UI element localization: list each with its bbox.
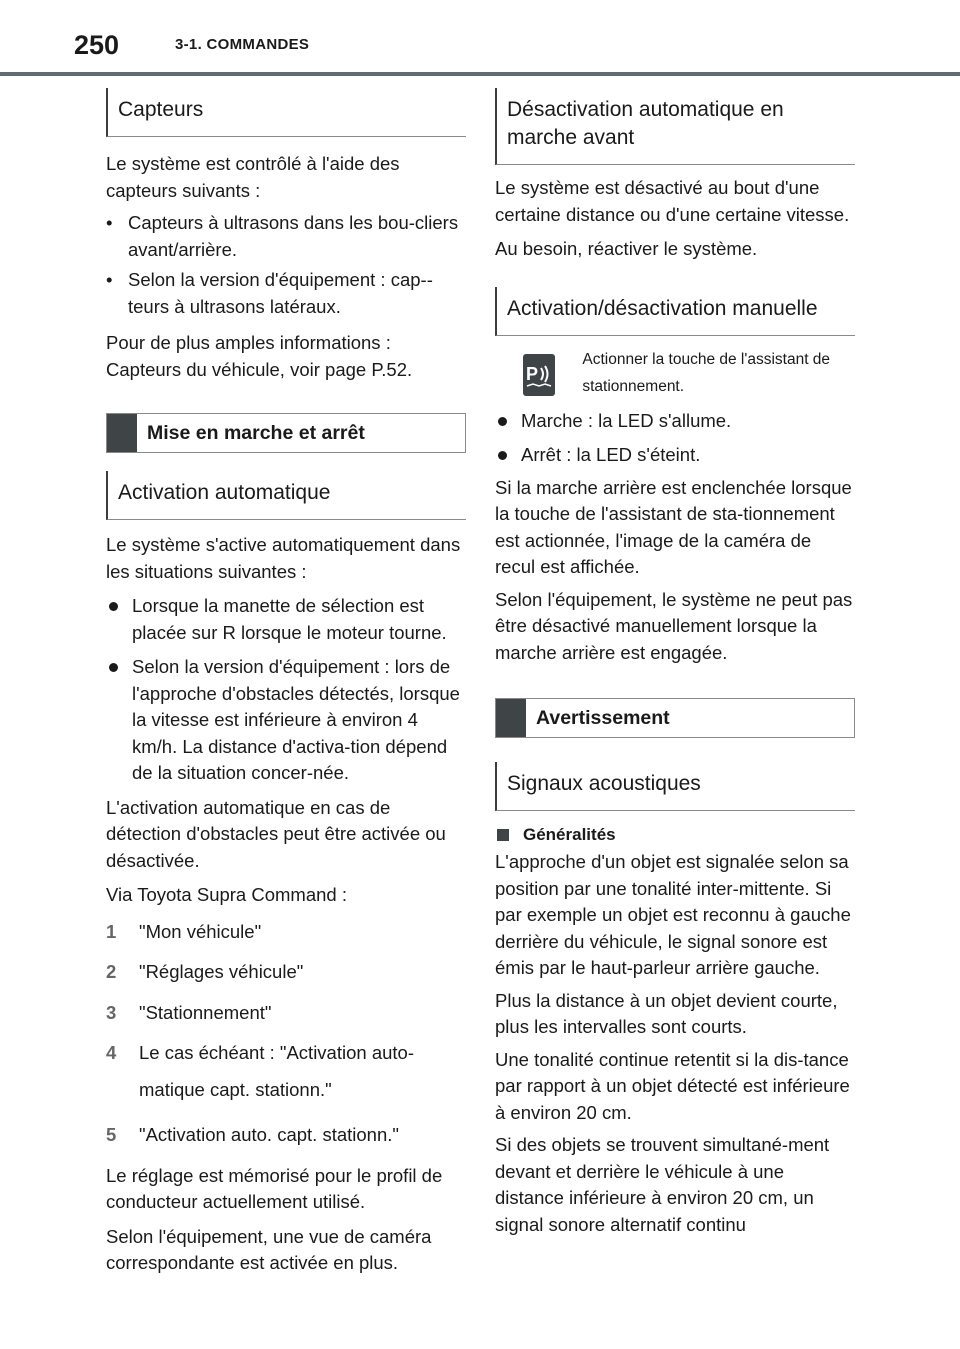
step-number: 4 (106, 1042, 117, 1063)
reverse-text: Si la marche arrière est enclenchée lorsque la touche de l'assistant de sta-tionnement est actionnée, l'image de la caméra de recul est affichée. (495, 476, 852, 577)
list-item: • Capteurs à ultrasons dans les bou-cliers avant/arrière. (106, 212, 459, 260)
heading-bar (496, 699, 526, 737)
list-item: • Selon la version d'équipement : cap-teurs à ultrasons latéraux. (106, 269, 433, 317)
section-heading-signaux: Signaux acoustiques (495, 762, 855, 811)
button-instruction-text: Actionner la touche de l'assistant de stationnement. (582, 350, 831, 395)
step-number: 1 (106, 920, 117, 942)
list-item: Arrêt : la LED s'éteint. (495, 442, 855, 469)
step-text: Le cas échéant : "Activation auto-matique capt. stationn." (139, 1042, 414, 1100)
section-heading-activation-auto: Activation automatique (106, 471, 466, 520)
step-number: 5 (106, 1124, 117, 1145)
activation-auto-list (106, 593, 466, 787)
heading-bar (107, 414, 137, 452)
step-text: "Activation auto. capt. stationn." (139, 1124, 399, 1145)
camera-text: Selon l'équipement, une vue de caméra correspondante est activée en plus. (106, 1225, 432, 1273)
memo-text: Le réglage est mémorisé pour le profil de conducteur actuellement utilisé. (106, 1164, 443, 1212)
step-row (106, 1122, 466, 1149)
chapter-title: 3-1. COMMANDES (175, 36, 310, 53)
desactivation-text: Le système est désactivé au bout d'une certaine distance ou d'une certaine vitesse. (495, 177, 850, 225)
step-text: "Réglages véhicule" (139, 961, 304, 982)
activation-auto-note: L'activation automatique en cas de détection d'obstacles peut être activée ou désactivée. (106, 796, 446, 871)
step-row (106, 959, 466, 986)
step-row (106, 1000, 466, 1027)
step-number: 2 (106, 961, 117, 982)
capteurs-intro: Le système est contrôlé à l'aide des capteurs suivants : (106, 153, 400, 201)
via-command: Via Toyota Supra Command : (106, 884, 347, 905)
list-item: Lorsque la manette de sélection est placée sur R lorsque le moteur tourne. (106, 593, 466, 646)
list-item: Marche : la LED s'allume. (495, 408, 855, 435)
boxed-heading-avertissement (495, 698, 855, 738)
manual-note: Selon l'équipement, le système ne peut pas être désactivé manuellement lorsque la marche arrière est engagée. (495, 588, 853, 663)
parking-assist-icon (523, 354, 555, 396)
page-header (0, 0, 960, 78)
generalites-p1: L'approche d'un objet est signalée selon sa position par une tonalité inter-mittente. Si par exemple un objet est reconnu à gauche derrière du véhicule, le signal sonore est émis par le haut-parleur arrière gauche. (495, 851, 851, 978)
generalites-p3: Une tonalité continue retentit si la dis-tance par rapport à un objet détecté est inférieure à environ 20 cm. (495, 1048, 850, 1123)
boxed-heading-label: Mise en marche et arrêt (147, 422, 365, 444)
step-text: "Mon véhicule" (139, 920, 262, 942)
square-bullet-icon (497, 829, 509, 841)
list-item: Selon la version d'équipement : lors de l'approche d'obstacles détectés, lorsque la vitesse est inférieure à environ 4 km/h. La distance d'activa-tion dépend de la situation concer-née. (106, 654, 466, 787)
activation-auto-intro: Le système s'active automatiquement dans les situations suivantes : (106, 534, 461, 582)
button-instruction (495, 346, 855, 400)
generalites-p2: Plus la distance à un objet devient courte, plus les intervalles sont courts. (495, 989, 838, 1037)
section-heading-capteurs: Capteurs (106, 88, 466, 137)
header-divider (0, 72, 960, 76)
subheading-generalites (495, 825, 855, 845)
section-heading-manuelle: Activation/désactivation manuelle (495, 287, 855, 336)
right-column (495, 88, 855, 1238)
boxed-heading-label: Avertissement (536, 707, 670, 729)
step-row (106, 1040, 466, 1108)
step-number: 3 (106, 1001, 117, 1023)
reactivate-text: Au besoin, réactiver le système. (495, 238, 758, 259)
capteurs-more-info: Pour de plus amples informations : Capteurs du véhicule, voir page P.52. (106, 332, 413, 380)
page-number: 250 (74, 30, 120, 60)
step-row (106, 919, 466, 946)
svg-text:P: P (526, 363, 539, 384)
boxed-heading-mise-en-marche (106, 413, 466, 453)
left-column (106, 88, 466, 1277)
section-heading-desactivation: Désactivation automatique en marche avant (495, 88, 855, 165)
generalites-p4: Si des objets se trouvent simultané-ment devant et derrière le véhicule à une distance inférieure à environ 20 cm, un signal sonore alternatif continu (495, 1134, 830, 1235)
capteurs-list (106, 210, 466, 320)
led-list (495, 408, 855, 469)
subheading-label: Généralités (523, 825, 616, 844)
step-text: "Stationnement" (139, 1001, 272, 1023)
